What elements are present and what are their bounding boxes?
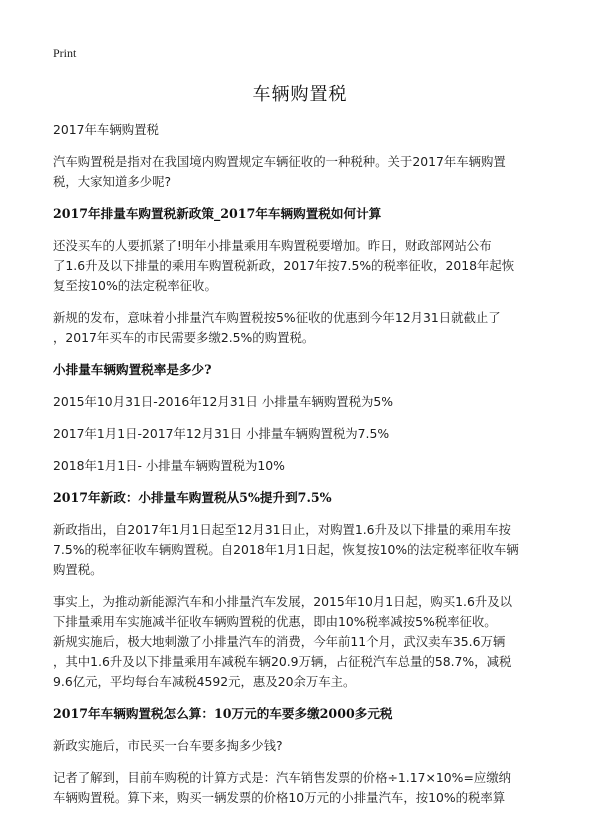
- paragraph: [53, 768, 553, 808]
- article-body: [53, 120, 553, 820]
- text-line: 小排量车辆购置税率是多少?: [53, 362, 212, 377]
- text-line: 了1.6升及以下排量的乘用车购置税新政，2017年按7.5%的税率征收，2018年起恢: [53, 258, 515, 273]
- text-line: 汽车购置税是指对在我国境内购置规定车辆征收的一种税种。关于2017年车辆购置: [53, 154, 506, 169]
- text-line: 购置税。: [53, 562, 103, 577]
- section-heading: [53, 204, 553, 224]
- paragraph: [53, 456, 553, 476]
- text-line: 还没买车的人要抓紧了!明年小排量乘用车购置税要增加。昨日，财政部网站公布: [53, 238, 492, 253]
- section-heading: [53, 360, 553, 380]
- text-line: 复至按10%的法定税率征收。: [53, 278, 217, 293]
- text-line: 车辆购置税。算下来，购买一辆发票的价格10万元的小排量汽车，按10%的税率算: [53, 790, 506, 805]
- page-title: 车辆购置税: [252, 84, 348, 105]
- text-line: 记者了解到，目前车购税的计算方式是：汽车销售发票的价格÷1.17×10%=应缴纳: [53, 770, 511, 785]
- text-line: 2017年车辆购置税怎么算：10万元的车要多缴2000多元税: [53, 706, 393, 721]
- paragraph: [53, 308, 553, 348]
- text-line: 7.5%的税率征收车辆购置税。自2018年1月1日起，恢复按10%的法定税率征收车辆: [53, 542, 519, 557]
- text-line: 税，大家知道多少呢?: [53, 174, 172, 189]
- paragraph: [53, 424, 553, 444]
- text-line: 下排量乘用车实施减半征收车辆购置税的优惠，即由10%税率减按5%税率征收。: [53, 614, 497, 629]
- paragraph: [53, 520, 553, 580]
- text-line: 2017年车辆购置税: [53, 122, 159, 137]
- text-line: 2015年10月31日-2016年12月31日 小排量车辆购置税为5%: [53, 394, 394, 409]
- text-line: 2017年新政：小排量车购置税从5%提升到7.5%: [53, 490, 332, 505]
- text-line: ，2017年买车的市民需要多缴2.5%的购置税。: [53, 330, 315, 345]
- paragraph: [53, 120, 553, 140]
- paragraph: [53, 392, 553, 412]
- paragraph: [53, 736, 553, 756]
- text-line: 新政实施后，市民买一台车要多掏多少钱?: [53, 738, 283, 753]
- text-line: 新规实施后，极大地刺激了小排量汽车的消费，今年前11个月，武汉卖车35.6万辆: [53, 634, 506, 649]
- text-line: 2018年1月1日- 小排量车辆购置税为10%: [53, 458, 285, 473]
- paragraph: [53, 236, 553, 296]
- text-line: 2017年1月1日-2017年12月31日 小排量车辆购置税为7.5%: [53, 426, 390, 441]
- text-line: 新政指出，自2017年1月1日起至12月31日止，对购置1.6升及以下排量的乘用车按: [53, 522, 511, 537]
- text-line: 9.6亿元，平均每台车减税4592元，惠及20余万车主。: [53, 674, 356, 689]
- paragraph: [53, 592, 553, 692]
- paragraph: [53, 152, 553, 192]
- section-heading: [53, 704, 553, 724]
- text-line: 新规的发布，意味着小排量汽车购置税按5%征收的优惠到今年12月31日就截止了: [53, 310, 501, 325]
- text-line: 事实上，为推动新能源汽车和小排量汽车发展，2015年10月1日起，购买1.6升及以: [53, 594, 512, 609]
- text-line: 2017年排量车购置税新政策_2017年车辆购置税如何计算: [53, 206, 382, 221]
- text-line: ，其中1.6升及以下排量乘用车减税车辆20.9万辆，占征税汽车总量的58.7%，减税: [53, 654, 512, 669]
- section-heading: [53, 488, 553, 508]
- print-link[interactable]: Print: [53, 46, 77, 60]
